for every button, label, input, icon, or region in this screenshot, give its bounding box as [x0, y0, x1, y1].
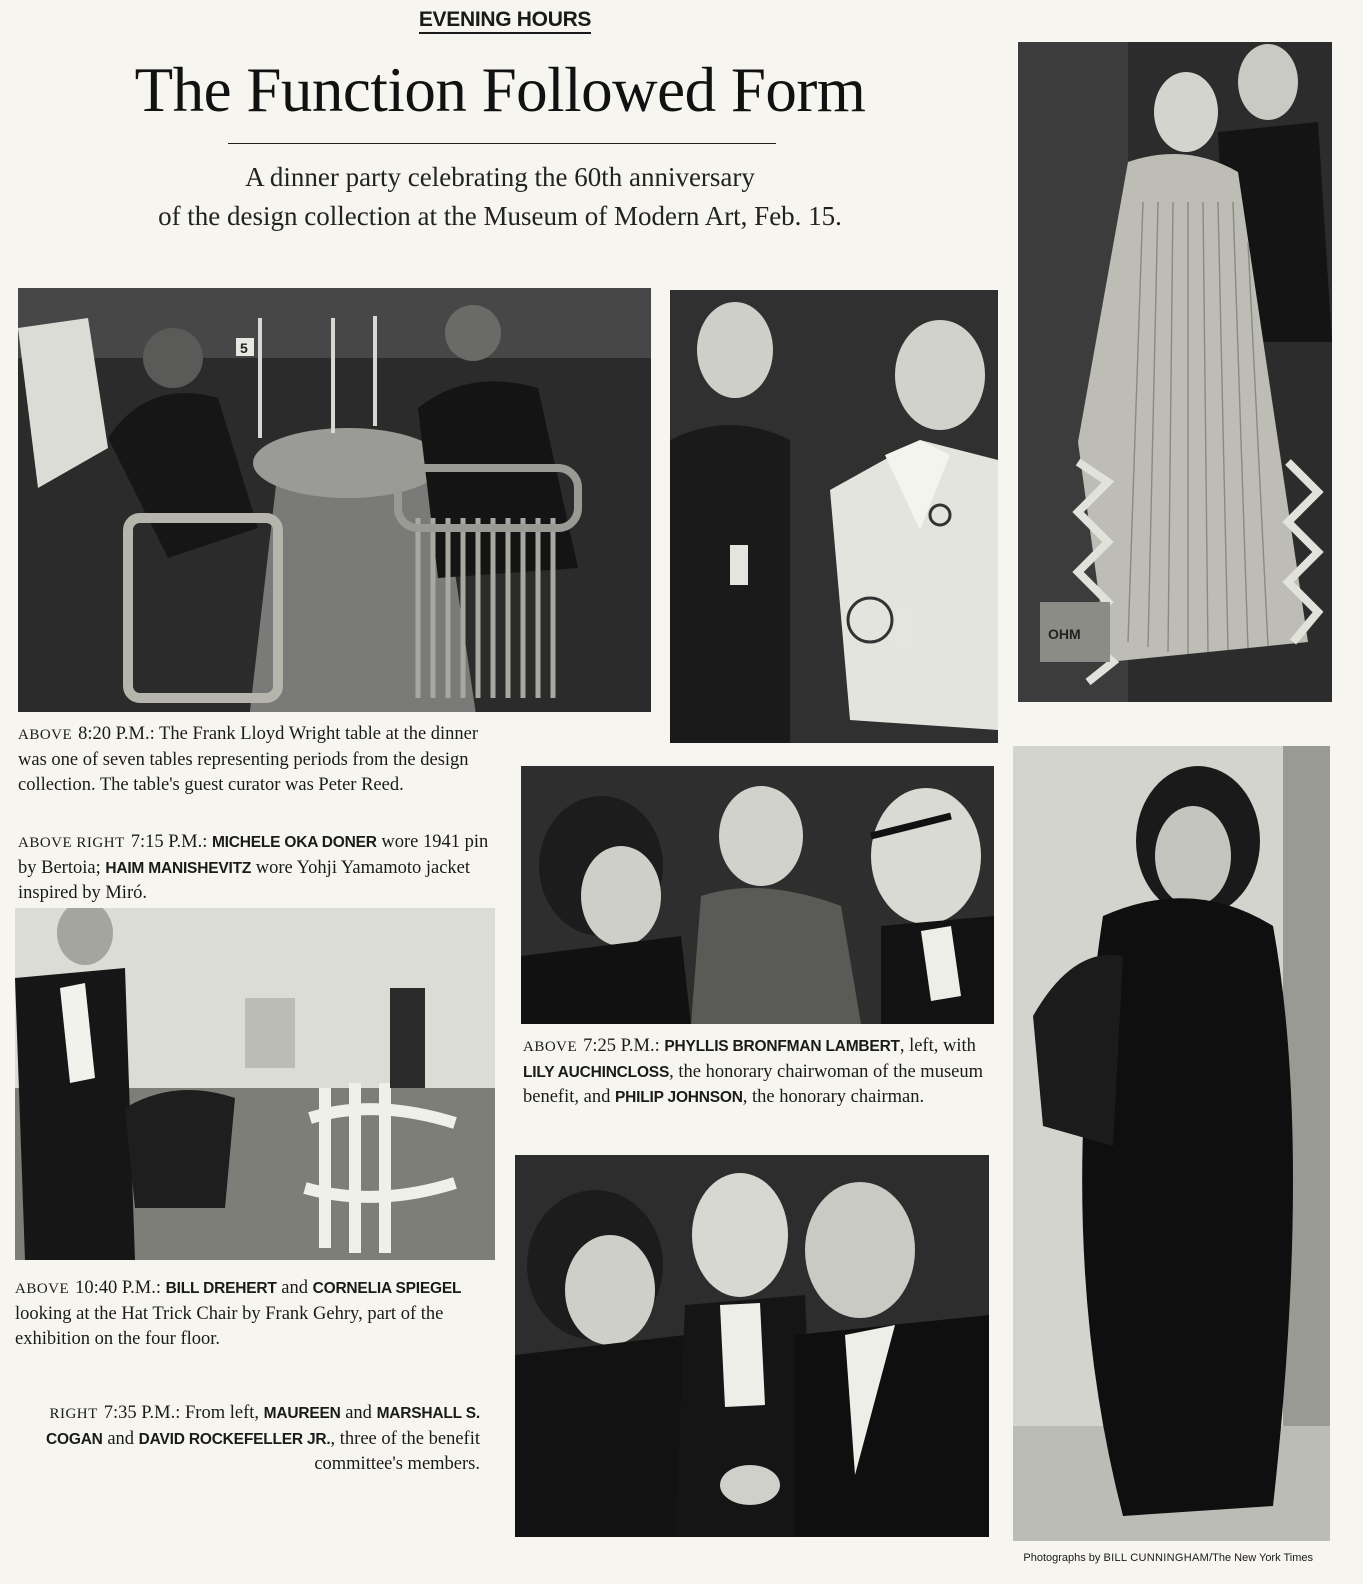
caption-3-name-1: PHYLLIS BRONFMAN LAMBERT — [664, 1038, 900, 1055]
caption-3-time: 7:25 P.M.: — [583, 1036, 660, 1056]
caption-3-text-3: , the honorary chairman. — [742, 1087, 925, 1107]
caption-3-text-2: , the honorary chairwoman of the museum benefit, and — [523, 1062, 983, 1107]
caption-5-time: 7:35 P.M.: — [103, 1403, 181, 1423]
caption-5-label: RIGHT — [49, 1406, 98, 1422]
caption-4-text-1: and — [281, 1278, 308, 1298]
caption-5-text-2: and — [107, 1429, 135, 1449]
caption-2-text-2: wore Yohji Yamamoto jacket inspired by Miró. — [18, 858, 471, 903]
photo-cogan-rockefeller-art — [515, 1155, 989, 1537]
caption-2-label: ABOVE RIGHT — [18, 835, 125, 851]
caption-2-name-2: HAIM MANISHEVITZ — [105, 860, 252, 877]
deck — [40, 158, 960, 236]
photo-dinner-table-art — [18, 288, 651, 712]
caption-4-name-2: CORNELIA SPIEGEL — [312, 1280, 462, 1297]
caption-5-text-0: From left, — [185, 1403, 259, 1423]
table-number: 5 — [240, 340, 248, 356]
caption-2-time: 7:15 P.M.: — [130, 832, 208, 852]
caption-2-name-1: MICHELE OKA DONER — [211, 834, 377, 851]
photo-doner-manishevitz — [670, 290, 998, 743]
photo-lambert-auchincloss-johnson — [521, 766, 994, 1024]
caption-3-name-2: LILY AUCHINCLOSS — [523, 1064, 670, 1081]
caption-4-label: ABOVE — [15, 1281, 70, 1297]
photo-hat-trick-chair-art — [15, 908, 495, 1260]
photo-credit — [1023, 1552, 1313, 1564]
deck-line-2: of the design collection at the Museum of Modern Art, Feb. 15. — [158, 201, 842, 231]
section-kicker — [0, 8, 1010, 32]
caption-5-text-1: and — [345, 1403, 372, 1423]
photo-black-cape-art — [1013, 746, 1330, 1541]
caption-4 — [15, 1276, 493, 1352]
headline: The Function Followed Form — [134, 55, 866, 125]
credit-prefix: Photographs by — [1023, 1552, 1101, 1564]
photo-black-cape — [1013, 746, 1330, 1541]
caption-3 — [523, 1034, 993, 1110]
photo-cogan-rockefeller — [515, 1155, 989, 1537]
caption-1-text: 8:20 P.M.: The Frank Lloyd Wright table at the dinner was one of seven tables representing periods from the design collection. The table's guest curator was Peter Reed. — [18, 724, 479, 795]
caption-5-name-1: MAUREEN — [263, 1405, 341, 1422]
caption-2 — [18, 830, 498, 906]
photo-lambert-auchincloss-johnson-art — [521, 766, 994, 1024]
credit-source: /The New York Times — [1209, 1552, 1313, 1564]
credit-name: BILL CUNNINGHAM — [1103, 1552, 1210, 1564]
deck-line-1: A dinner party celebrating the 60th anniversary — [245, 162, 755, 192]
photo-pleated-dress — [1018, 42, 1332, 702]
photo-doner-manishevitz-art — [670, 290, 998, 743]
caption-1 — [18, 722, 508, 798]
headline-rule — [228, 143, 776, 144]
caption-4-name-1: BILL DREHERT — [165, 1280, 277, 1297]
caption-5-name-2: MARSHALL S. COGAN — [45, 1405, 480, 1448]
sign-text: OHM — [1048, 626, 1081, 642]
caption-3-text-1: , left, with — [899, 1036, 976, 1056]
caption-5 — [20, 1401, 480, 1477]
caption-3-name-3: PHILIP JOHNSON — [614, 1089, 743, 1106]
caption-5-text-3: , three of the benefit committee's members. — [314, 1429, 480, 1474]
caption-4-text-2: looking at the Hat Trick Chair by Frank Gehry, part of the exhibition on the four floor. — [15, 1304, 444, 1349]
photo-dinner-table — [18, 288, 651, 712]
kicker-text: EVENING HOURS — [419, 8, 591, 34]
caption-4-time: 10:40 P.M.: — [75, 1278, 162, 1298]
caption-3-label: ABOVE — [523, 1039, 578, 1055]
caption-5-name-3: DAVID ROCKEFELLER JR. — [138, 1431, 331, 1448]
caption-2-text-1: wore 1941 pin by Bertoia; — [18, 832, 489, 878]
photo-hat-trick-chair — [15, 908, 495, 1260]
photo-pleated-dress-art — [1018, 42, 1332, 702]
caption-1-label: ABOVE — [18, 727, 73, 743]
